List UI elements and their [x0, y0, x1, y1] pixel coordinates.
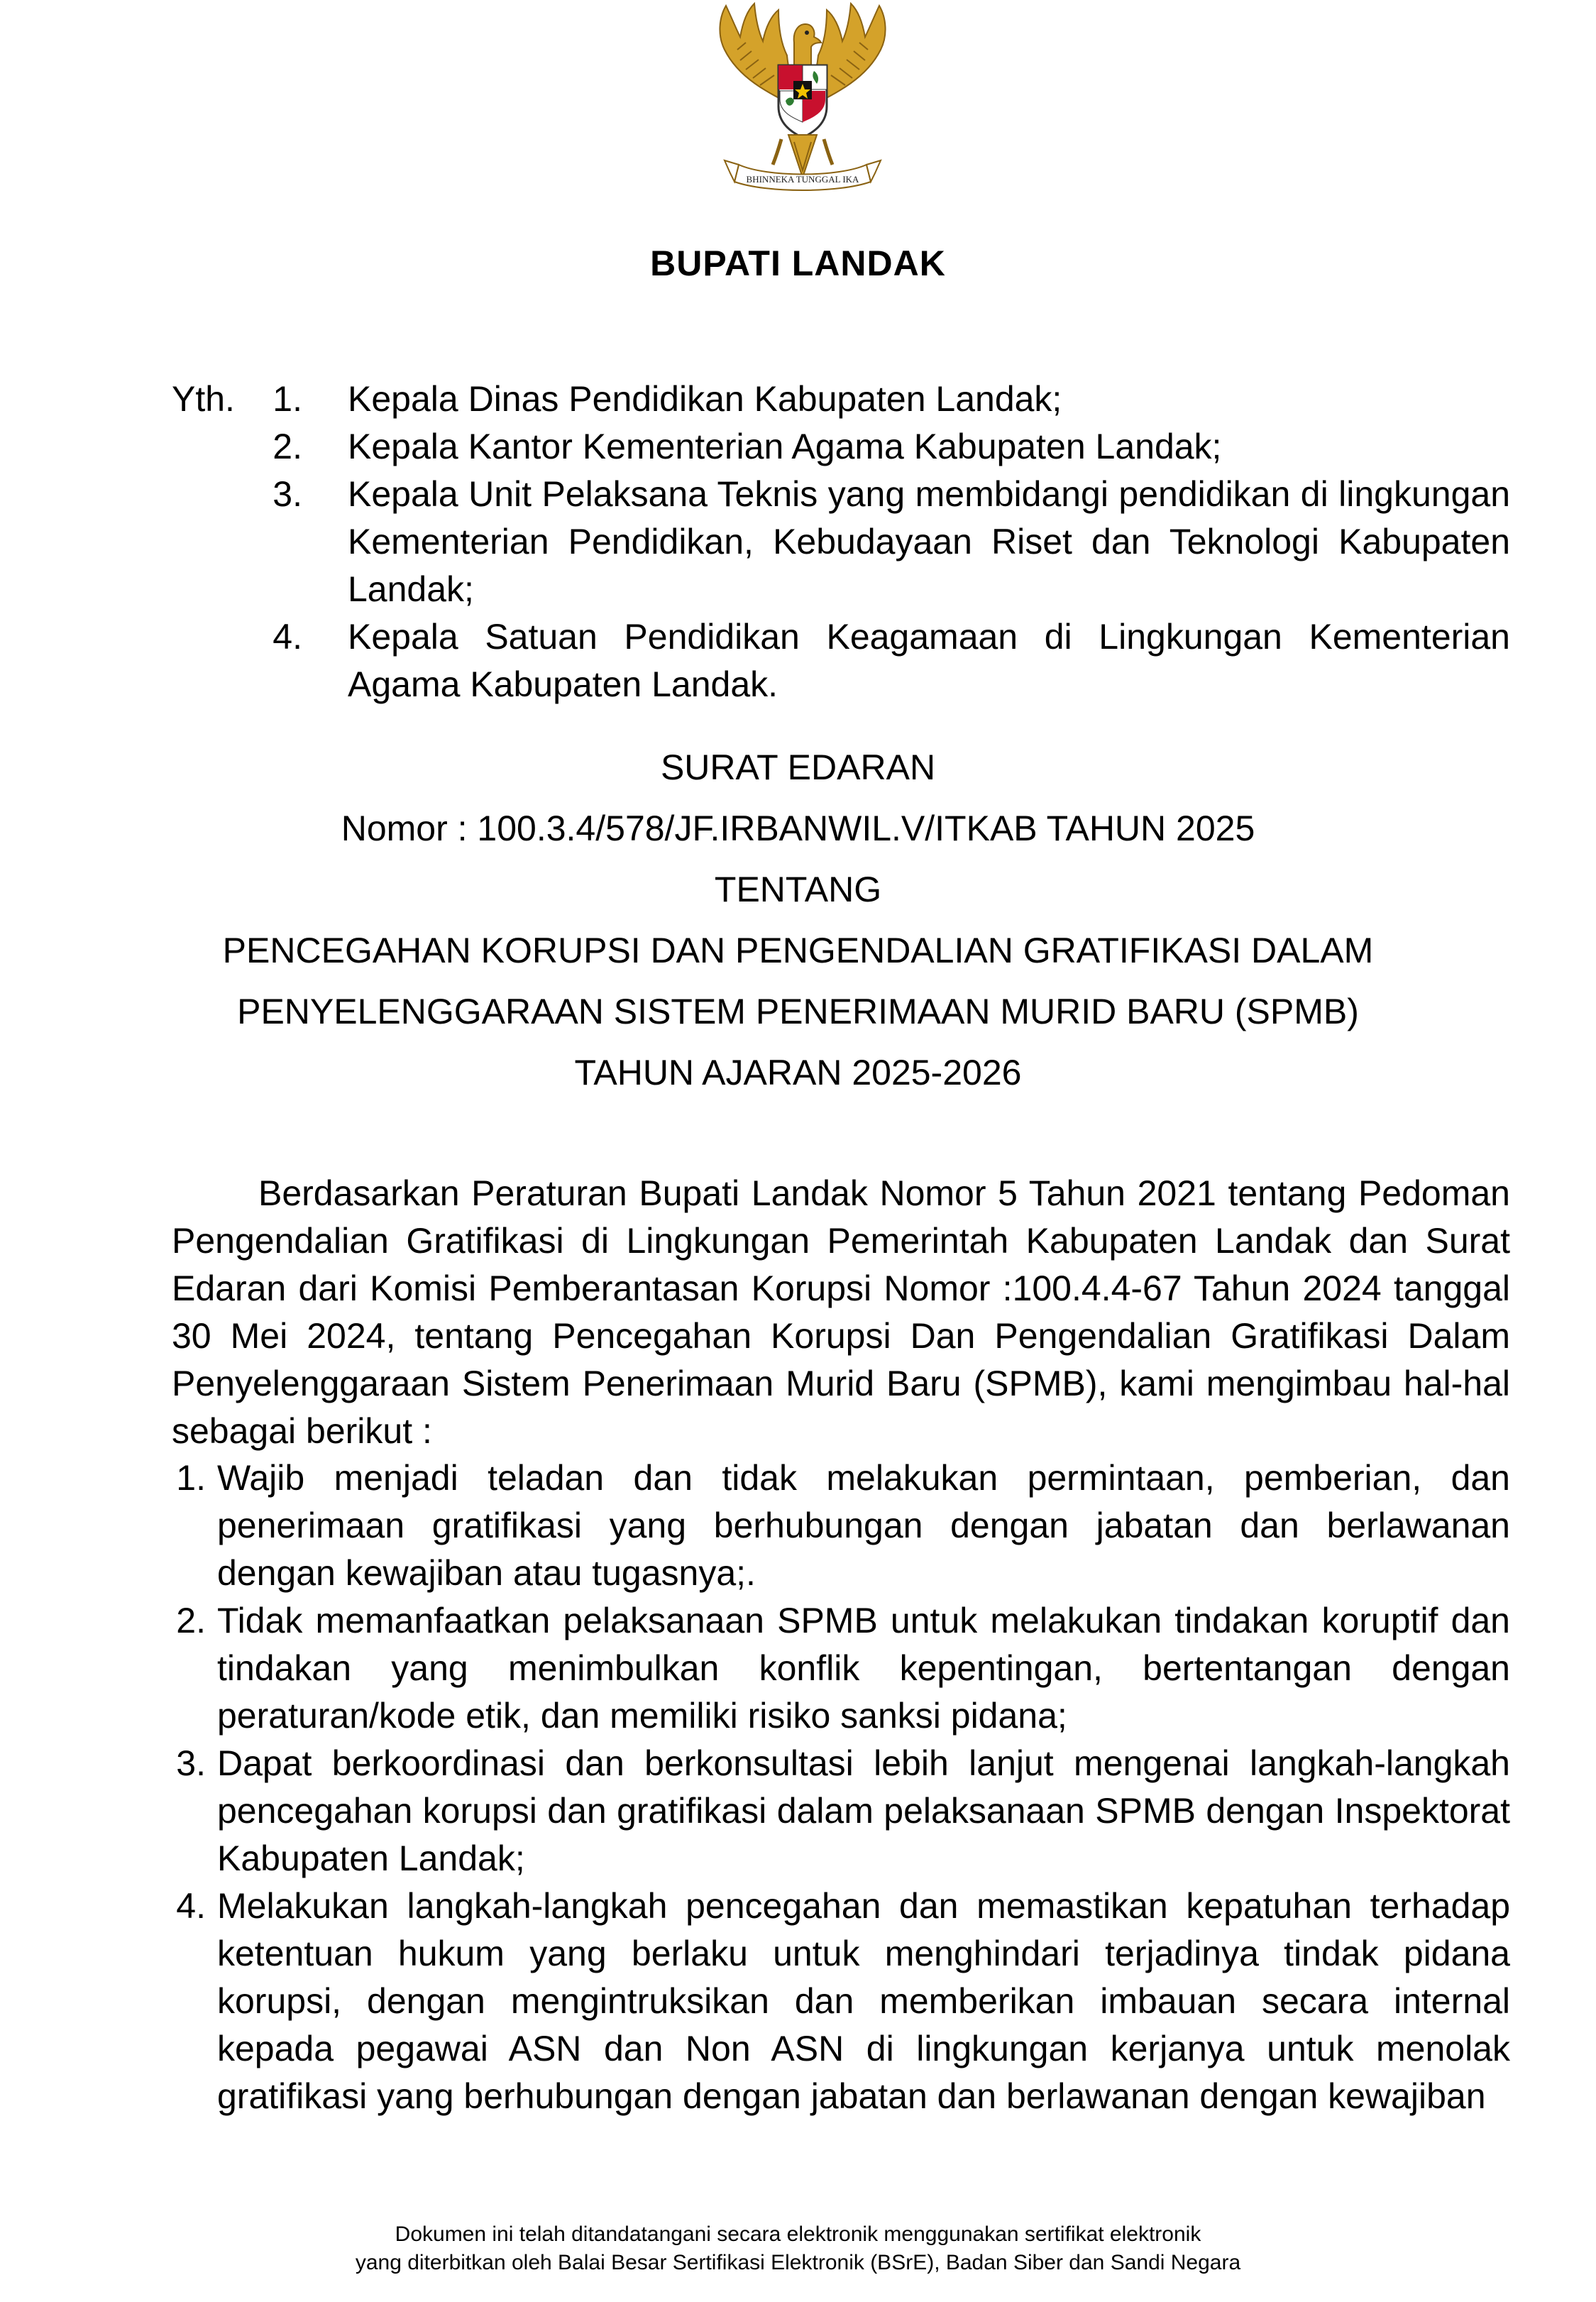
recipient-item: Kepala Dinas Pendidikan Kabupaten Landak; — [348, 379, 1062, 419]
list-item-number: 3. — [176, 1743, 206, 1783]
footer-line: yang diterbitkan oleh Balai Besar Sertifikasi Elektronik (BSrE), Badan Siber dan Sandi Negara — [355, 2251, 1241, 2274]
footer-line: Dokumen ini telah ditandatangani secara elektronik menggunakan sertifikat elektronik — [395, 2222, 1201, 2246]
intro-paragraph: Berdasarkan Peraturan Bupati Landak Nomor 5 Tahun 2021 tentang Pedoman Pengendalian Gratifikasi di Lingkungan Pemerintah Kabupaten Landak dan Surat Edaran dari Komisi Pemberantasan Korupsi Nomor :100.4.4-67 Tahun 2024 tanggal 30 Mei 2024, tentang Pencegahan Korupsi Dan Pengendalian Gratifikasi Dalam Penyelenggaraan Sistem Penerimaan Murid Baru (SPMB), kami mengimbau hal-hal sebagai berikut : — [172, 1173, 1510, 1451]
subject-line: TAHUN AJARAN 2025-2026 — [574, 1053, 1022, 1092]
recipient-number: 3. — [273, 474, 302, 514]
subject-line: PENCEGAHAN KORUPSI DAN PENGENDALIAN GRATIFIKASI DALAM — [222, 931, 1374, 970]
recipient-number: 2. — [273, 427, 302, 466]
e-signature-notice — [0, 2220, 1596, 2277]
list-item: Tidak memanfaatkan pelaksanaan SPMB untuk melakukan tindakan koruptif dan tindakan yang menimbulkan konflik kepentingan, bertentangan dengan peraturan/kode etik, dan memiliki risiko sanksi pidana; — [217, 1601, 1510, 1736]
list-item: Melakukan langkah-langkah pencegahan dan memastikan kepatuhan terhadap ketentuan hukum yang berlaku untuk menghindari terjadinya tindak pidana korupsi, dengan mengintruksikan dan memberikan imbauan secara internal kepada pegawai ASN dan Non ASN di lingkungan kerjanya untuk menolak gratifikasi yang berhubungan dengan jabatan dan berlawanan dengan kewajiban — [217, 1886, 1510, 2116]
list-item-number: 2. — [176, 1601, 206, 1640]
recipient-number: 1. — [273, 379, 302, 419]
recipient-number: 4. — [273, 617, 302, 657]
list-item: Wajib menjadi teladan dan tidak melakukan permintaan, pemberian, dan penerimaan gratifikasi yang berhubungan dengan jabatan dan berlawanan dengan kewajiban atau tugasnya;. — [217, 1458, 1510, 1593]
garuda-pancasila-emblem-icon — [675, 0, 930, 206]
page-heading: BUPATI LANDAK — [650, 243, 946, 283]
list-item-number: 4. — [176, 1886, 206, 1926]
recipient-item: Kepala Kantor Kementerian Agama Kabupaten Landak; — [348, 427, 1222, 466]
document-number: Nomor : 100.3.4/578/JF.IRBANWIL.V/ITKAB TAHUN 2025 — [341, 809, 1255, 848]
subject-line: PENYELENGGARAAN SISTEM PENERIMAAN MURID BARU (SPMB) — [237, 992, 1359, 1031]
about-label: TENTANG — [714, 870, 882, 909]
recipient-item: Kepala Satuan Pendidikan Keagamaan di Lingkungan Kementerian Agama Kabupaten Landak. — [348, 617, 1510, 704]
list-item-number: 1. — [176, 1458, 206, 1498]
recipient-item: Kepala Unit Pelaksana Teknis yang membidangi pendidikan di lingkungan Kementerian Pendidikan, Kebudayaan Riset dan Teknologi Kabupaten Landak; — [348, 474, 1510, 609]
emblem-motto: BHINNEKA TUNGGAL IKA — [746, 174, 859, 185]
document-type: SURAT EDARAN — [660, 747, 936, 787]
list-item: Dapat berkoordinasi dan berkonsultasi lebih lanjut mengenai langkah-langkah pencegahan korupsi dan gratifikasi dalam pelaksanaan SPMB dengan Inspektorat Kabupaten Landak; — [217, 1743, 1510, 1878]
recipients-label: Yth. — [172, 379, 235, 419]
